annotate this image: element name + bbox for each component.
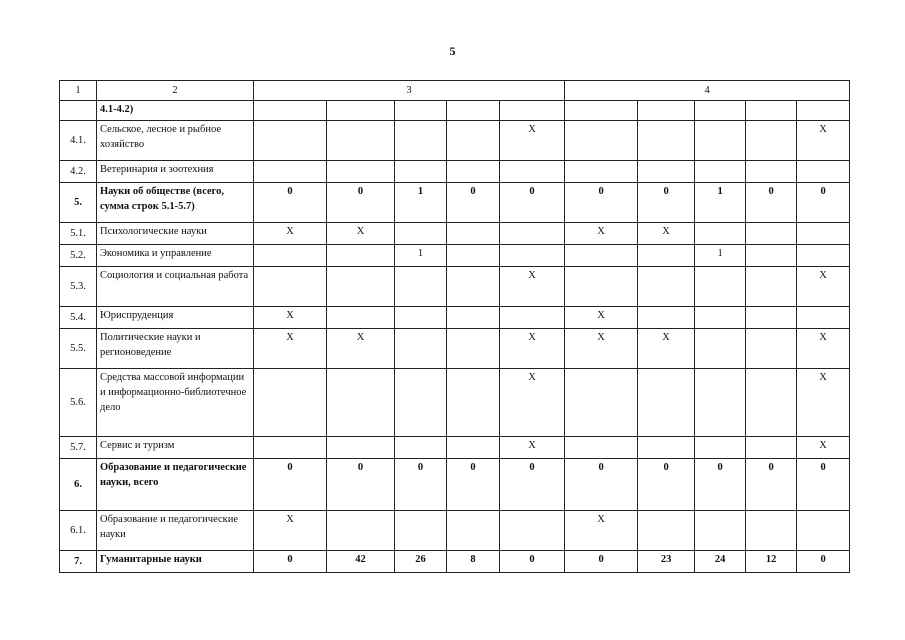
value-cell (327, 369, 395, 437)
value-cell: 1 (395, 245, 447, 267)
value-cell (746, 245, 797, 267)
value-cell (695, 223, 746, 245)
value-cell: X (254, 511, 327, 551)
value-cell (565, 121, 638, 161)
value-cell: 1 (695, 245, 746, 267)
value-cell: X (254, 329, 327, 369)
value-cell: 0 (565, 551, 638, 573)
value-cell (746, 329, 797, 369)
row-number: 5.1. (60, 223, 97, 245)
value-cell: 26 (395, 551, 447, 573)
row-number (60, 101, 97, 121)
value-cell: 0 (746, 459, 797, 511)
row-name: Сельское, лесное и рыбное хозяйство (97, 121, 254, 161)
value-cell: 0 (638, 459, 695, 511)
value-cell: X (254, 307, 327, 329)
value-cell (797, 245, 850, 267)
value-cell: 0 (254, 551, 327, 573)
value-cell (638, 245, 695, 267)
row-number: 4.1. (60, 121, 97, 161)
value-cell: 0 (447, 459, 500, 511)
value-cell (695, 101, 746, 121)
value-cell (395, 101, 447, 121)
value-cell (500, 223, 565, 245)
value-cell (797, 223, 850, 245)
value-cell (327, 267, 395, 307)
value-cell: X (500, 437, 565, 459)
value-cell (447, 161, 500, 183)
row-number: 5.4. (60, 307, 97, 329)
value-cell (395, 121, 447, 161)
value-cell: X (565, 307, 638, 329)
value-cell: 0 (395, 459, 447, 511)
column-number-row (60, 81, 850, 101)
value-cell: 42 (327, 551, 395, 573)
value-cell (327, 307, 395, 329)
value-cell (447, 245, 500, 267)
value-cell: 1 (695, 183, 746, 223)
value-cell (447, 267, 500, 307)
table-row (60, 101, 850, 121)
row-name: Экономика и управление (97, 245, 254, 267)
value-cell (638, 101, 695, 121)
value-cell: X (500, 369, 565, 437)
row-number: 5. (60, 183, 97, 223)
value-cell (797, 307, 850, 329)
column-number: 4 (565, 81, 850, 101)
value-cell: 0 (565, 459, 638, 511)
value-cell: 0 (327, 459, 395, 511)
row-number: 6. (60, 459, 97, 511)
row-name: Гуманитарные науки (97, 551, 254, 573)
value-cell (638, 437, 695, 459)
row-number: 5.6. (60, 369, 97, 437)
value-cell (447, 329, 500, 369)
value-cell: 0 (797, 459, 850, 511)
value-cell: 1 (395, 183, 447, 223)
table-row (60, 161, 850, 183)
table-row (60, 183, 850, 223)
row-name: Ветеринария и зоотехния (97, 161, 254, 183)
value-cell: 0 (797, 551, 850, 573)
value-cell: X (500, 121, 565, 161)
value-cell: 0 (254, 459, 327, 511)
value-cell (447, 511, 500, 551)
value-cell (746, 369, 797, 437)
value-cell (395, 307, 447, 329)
value-cell (638, 121, 695, 161)
row-name: Образование и педагогические науки (97, 511, 254, 551)
row-name: Средства массовой информации и информационно-библиотечное дело (97, 369, 254, 437)
value-cell (395, 161, 447, 183)
value-cell (695, 307, 746, 329)
value-cell (746, 101, 797, 121)
value-cell (638, 267, 695, 307)
value-cell: 12 (746, 551, 797, 573)
row-name: Психологические науки (97, 223, 254, 245)
value-cell (327, 511, 395, 551)
value-cell: 0 (500, 551, 565, 573)
row-name: 4.1-4.2) (97, 101, 254, 121)
value-cell: X (327, 223, 395, 245)
value-cell (565, 245, 638, 267)
value-cell (797, 511, 850, 551)
value-cell (500, 161, 565, 183)
value-cell: X (565, 511, 638, 551)
table-row (60, 369, 850, 437)
value-cell (638, 369, 695, 437)
value-cell (695, 369, 746, 437)
row-name: Науки об обществе (всего, сумма строк 5.1-5.7) (97, 183, 254, 223)
value-cell: 23 (638, 551, 695, 573)
value-cell (565, 369, 638, 437)
value-cell: X (327, 329, 395, 369)
column-number: 3 (254, 81, 565, 101)
table-row (60, 307, 850, 329)
column-number: 1 (60, 81, 97, 101)
data-table (59, 80, 850, 573)
row-number: 7. (60, 551, 97, 573)
row-name: Юриспруденция (97, 307, 254, 329)
table-row (60, 329, 850, 369)
value-cell: X (565, 223, 638, 245)
value-cell (695, 267, 746, 307)
value-cell: X (500, 329, 565, 369)
value-cell: X (638, 223, 695, 245)
value-cell (638, 511, 695, 551)
row-name: Политические науки и регионоведение (97, 329, 254, 369)
value-cell (395, 329, 447, 369)
value-cell (746, 267, 797, 307)
value-cell (395, 267, 447, 307)
row-number: 5.3. (60, 267, 97, 307)
value-cell (797, 161, 850, 183)
value-cell (327, 121, 395, 161)
value-cell (327, 437, 395, 459)
row-number: 5.7. (60, 437, 97, 459)
value-cell (395, 437, 447, 459)
value-cell (447, 101, 500, 121)
value-cell (254, 267, 327, 307)
value-cell (395, 511, 447, 551)
value-cell: 0 (500, 183, 565, 223)
table-row (60, 121, 850, 161)
value-cell: X (500, 267, 565, 307)
value-cell: 0 (797, 183, 850, 223)
value-cell (254, 369, 327, 437)
value-cell (638, 161, 695, 183)
value-cell: 8 (447, 551, 500, 573)
value-cell (797, 101, 850, 121)
value-cell (327, 245, 395, 267)
value-cell: 0 (327, 183, 395, 223)
table-row (60, 245, 850, 267)
value-cell (327, 101, 395, 121)
table-row (60, 223, 850, 245)
value-cell (254, 245, 327, 267)
value-cell: 0 (695, 459, 746, 511)
value-cell: 0 (447, 183, 500, 223)
value-cell (565, 267, 638, 307)
value-cell (695, 121, 746, 161)
value-cell: 0 (746, 183, 797, 223)
value-cell: 0 (254, 183, 327, 223)
table-row (60, 511, 850, 551)
value-cell (395, 369, 447, 437)
row-number: 5.2. (60, 245, 97, 267)
value-cell: 0 (565, 183, 638, 223)
value-cell: 0 (500, 459, 565, 511)
value-cell (254, 101, 327, 121)
value-cell: 24 (695, 551, 746, 573)
value-cell: X (565, 329, 638, 369)
page-number: 5 (449, 44, 456, 58)
value-cell (254, 437, 327, 459)
value-cell (395, 223, 447, 245)
value-cell (447, 307, 500, 329)
value-cell (565, 101, 638, 121)
value-cell (746, 307, 797, 329)
value-cell (695, 437, 746, 459)
value-cell (447, 369, 500, 437)
value-cell (500, 245, 565, 267)
value-cell (746, 161, 797, 183)
value-cell: X (797, 437, 850, 459)
value-cell (447, 223, 500, 245)
value-cell (746, 511, 797, 551)
value-cell (500, 307, 565, 329)
value-cell: X (254, 223, 327, 245)
value-cell (565, 161, 638, 183)
value-cell: X (797, 329, 850, 369)
value-cell: X (797, 121, 850, 161)
table-row (60, 459, 850, 511)
value-cell (746, 223, 797, 245)
value-cell (327, 161, 395, 183)
value-cell (447, 437, 500, 459)
value-cell: X (797, 267, 850, 307)
value-cell (638, 307, 695, 329)
value-cell: 0 (638, 183, 695, 223)
row-name: Социология и социальная работа (97, 267, 254, 307)
value-cell (746, 437, 797, 459)
column-number: 2 (97, 81, 254, 101)
value-cell (746, 121, 797, 161)
row-number: 6.1. (60, 511, 97, 551)
value-cell (565, 437, 638, 459)
value-cell: X (797, 369, 850, 437)
value-cell (500, 511, 565, 551)
value-cell (500, 101, 565, 121)
value-cell (695, 511, 746, 551)
value-cell (695, 329, 746, 369)
table-row (60, 267, 850, 307)
row-number: 4.2. (60, 161, 97, 183)
row-name: Сервис и туризм (97, 437, 254, 459)
value-cell (254, 161, 327, 183)
row-name: Образование и педагогические науки, всего (97, 459, 254, 511)
table-row (60, 551, 850, 573)
row-number: 5.5. (60, 329, 97, 369)
value-cell (695, 161, 746, 183)
value-cell (254, 121, 327, 161)
value-cell (447, 121, 500, 161)
value-cell: X (638, 329, 695, 369)
table-row (60, 437, 850, 459)
